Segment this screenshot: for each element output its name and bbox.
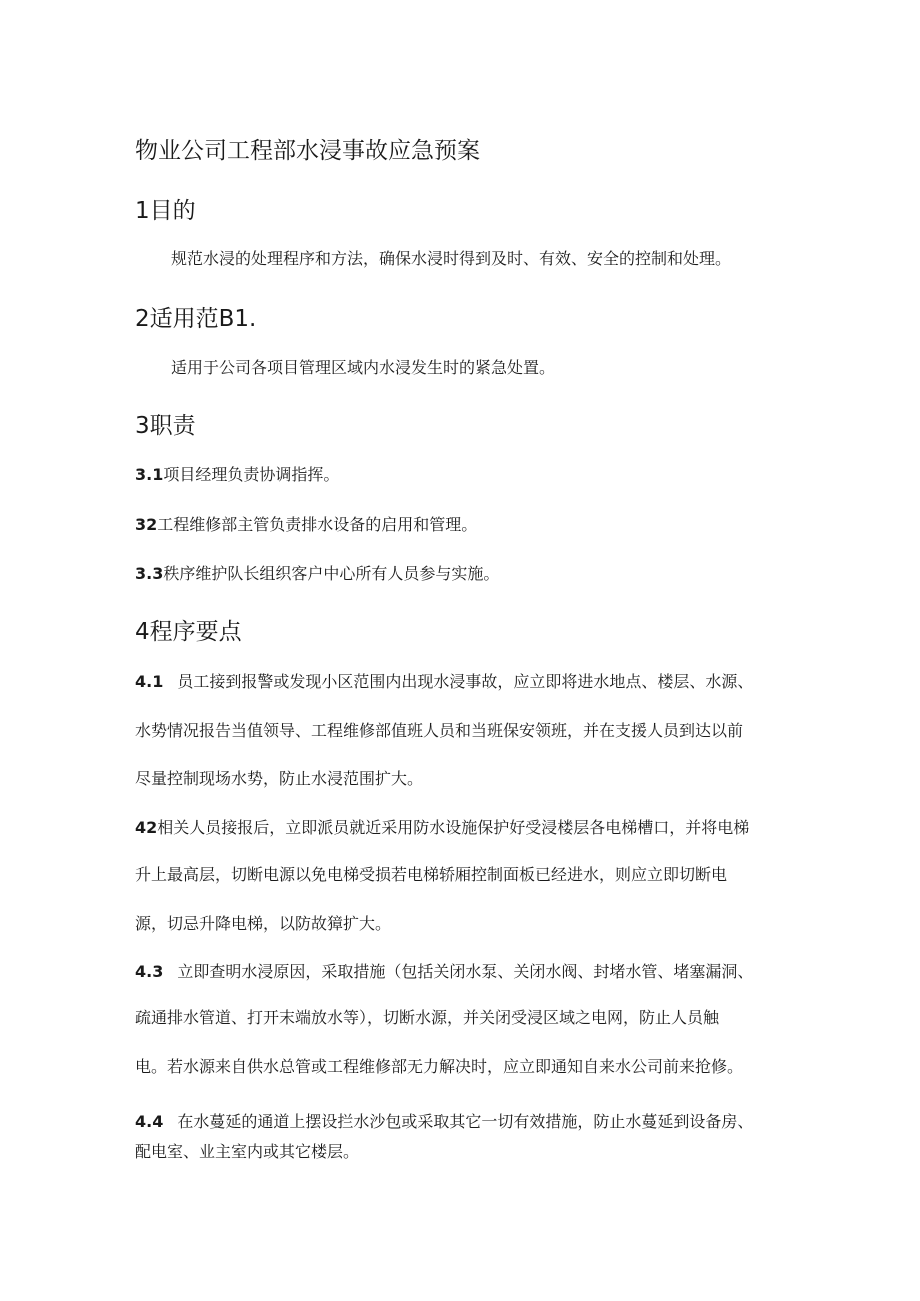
- list-item-4-1-line-2: 水势情况报告当值领导、工程维修部值班人员和当班保安领班，并在支援人员到达以前: [135, 721, 744, 740]
- item-text: 立即查明水浸原因，采取措施（包括关闭水泵、关闭水阀、封堵水管、堵塞漏洞、: [177, 962, 754, 981]
- list-item-4-2-line-1: [135, 817, 749, 839]
- list-item-4-2-line-3: 源，切忌升降电梯，以防故獐扩大。: [135, 914, 392, 933]
- item-number: 4.1: [135, 672, 164, 691]
- list-item-4-3-line-3: 电。若水源来自供水总管或工程维修部无力解决时，应立即通知自来水公司前来抢修。: [135, 1057, 744, 1076]
- document-title: 物业公司工程部水浸事故应急预案: [135, 138, 480, 164]
- item-text: 工程维修部主管负责排水设备的启用和管理。: [157, 515, 478, 534]
- list-item-3-3: [135, 563, 499, 585]
- list-item-4-3-line-1: [135, 961, 753, 983]
- list-item-4-4-line-2: 配电室、业主室内或其它楼层。: [135, 1142, 360, 1161]
- list-item-4-2-line-2: 升上最高层，切断电源以免电梯受损若电梯轿厢控制面板已经进水，则应立即切断电: [135, 865, 728, 884]
- item-text: 项目经理负责协调指挥。: [163, 465, 340, 484]
- section-2-heading: 2适用范B1.: [135, 306, 257, 332]
- item-text: 员工接到报警或发现小区范围内出现水浸事故，应立即将进水地点、楼层、水源、: [177, 672, 754, 691]
- list-item-4-1-line-3: 尽量控制现场水势，防止水浸范围扩大。: [135, 769, 424, 788]
- item-number: 4.3: [135, 962, 164, 981]
- item-number: 42: [135, 818, 158, 837]
- item-number: 3.3: [135, 564, 164, 583]
- list-item-3-2: [135, 514, 477, 536]
- item-text: 相关人员接报后，立即派员就近采用防水设施保护好受浸楼层各电梯槽口，并将电梯: [157, 818, 750, 837]
- item-text: 在水蔓延的通道上摆设拦水沙包或采取其它一切有效措施，防止水蔓延到设备房、: [177, 1112, 754, 1131]
- list-item-4-4-line-1: [135, 1111, 753, 1133]
- list-item-4-1-line-1: [135, 671, 753, 693]
- item-number: 4.4: [135, 1112, 164, 1131]
- section-4-heading: 4程序要点: [135, 619, 242, 645]
- item-number: 3.1: [135, 465, 164, 484]
- list-item-3-1: [135, 464, 339, 486]
- item-text: 秩序维护队长组织客户中心所有人员参与实施。: [163, 564, 500, 583]
- section-3-heading: 3职责: [135, 413, 196, 439]
- section-2-paragraph: 适用于公司各项目管理区域内水浸发生时的紧急处置。: [171, 358, 556, 377]
- item-number: 32: [135, 515, 158, 534]
- section-1-heading: 1目的: [135, 198, 196, 224]
- section-1-paragraph: 规范水浸的处理程序和方法，确保水浸时得到及时、有效、安全的控制和处理。: [171, 249, 732, 268]
- list-item-4-3-line-2: 疏通排水管道、打开末端放水等），切断水源，并关闭受浸区域之电网，防止人员触: [135, 1008, 720, 1027]
